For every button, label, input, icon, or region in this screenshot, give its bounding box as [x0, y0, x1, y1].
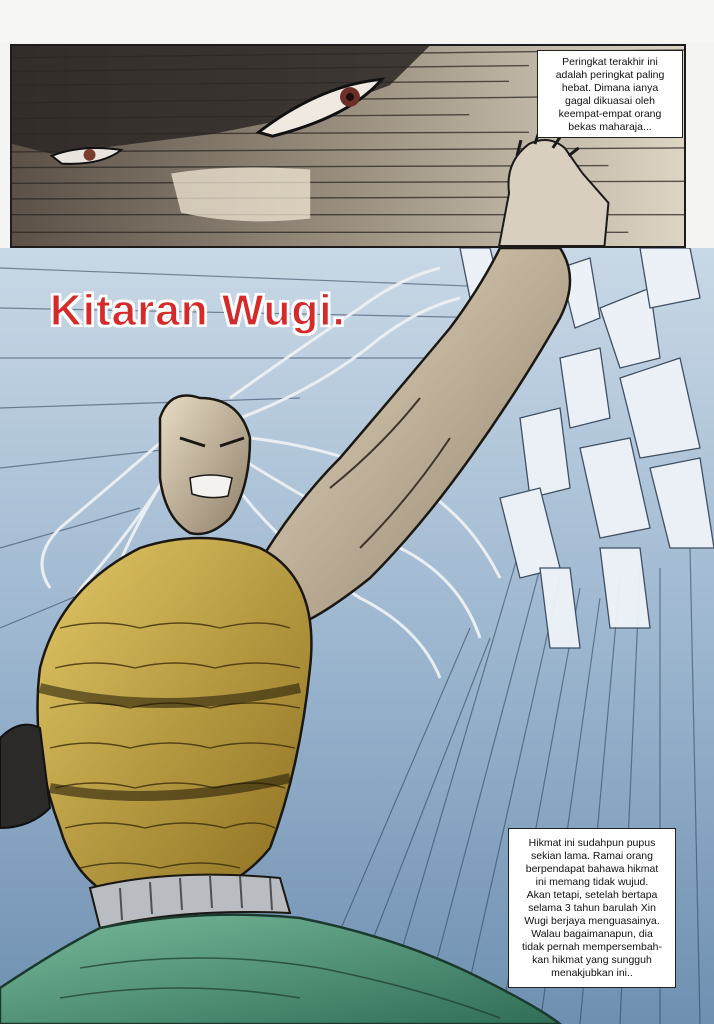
- chapter-title: Kitaran Wugi.: [50, 286, 346, 335]
- caption-line: Akan tetapi, setelah bertapa: [526, 889, 658, 901]
- caption-line: selama 3 tahun barulah Xin: [528, 902, 656, 914]
- caption-line: kan hikmat yang sungguh: [532, 954, 652, 966]
- caption-line: gagal dikuasai oleh: [565, 95, 655, 107]
- caption-line: ini memang tidak wujud.: [535, 876, 649, 888]
- page-margin: [0, 0, 714, 42]
- caption-top: [537, 50, 683, 138]
- caption-line: Peringkat terakhir ini: [562, 56, 658, 68]
- caption-line: keempat-empat orang: [558, 108, 662, 120]
- caption-line: sekian lama. Ramai orang: [531, 850, 653, 862]
- caption-line: menakjubkan ini..: [551, 967, 633, 979]
- caption-line: adalah peringkat paling: [555, 69, 665, 81]
- caption-line: Hikmat ini sudahpun pupus: [528, 837, 656, 849]
- caption-line: Walau bagaimanapun, dia: [531, 928, 653, 940]
- caption-line: bekas maharaja...: [568, 121, 652, 133]
- caption-line: Wugi berjaya menguasainya.: [524, 915, 660, 927]
- caption-line: berpendapat bahawa hikmat: [525, 863, 659, 875]
- caption-bottom: [508, 828, 676, 988]
- caption-line: tidak pernah mempersembah-: [521, 941, 663, 953]
- caption-line: hebat. Dimana ianya: [561, 82, 659, 94]
